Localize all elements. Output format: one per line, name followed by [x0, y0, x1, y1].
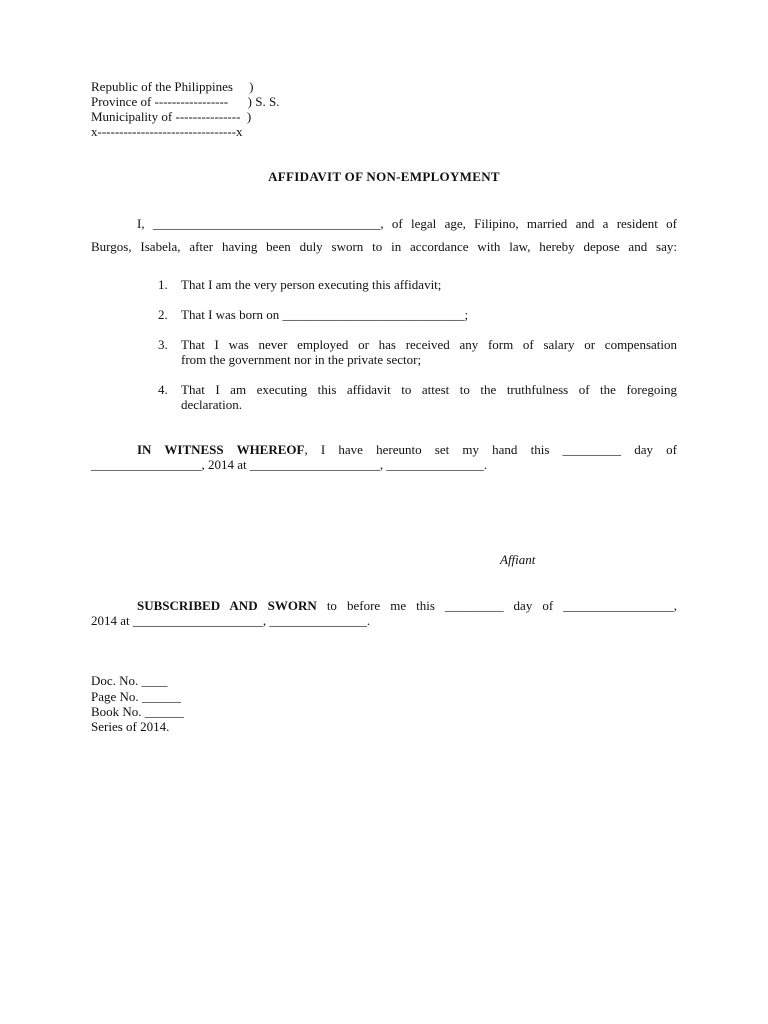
- witness-lead: IN WITNESS WHEREOF: [137, 442, 305, 457]
- book-number: Book No. ______: [91, 704, 184, 719]
- item-4-line-2: declaration.: [181, 397, 242, 412]
- intro-paragraph: [91, 216, 677, 254]
- intro-line-1: I, ___________________________________, of legal age, Filipino, married and a resident of: [137, 216, 677, 231]
- subscribed-lead: SUBSCRIBED AND SWORN: [137, 598, 317, 613]
- item-2-line-1: That I was born on ____________________________;: [181, 307, 469, 322]
- item-number-3: 3.: [158, 337, 168, 352]
- caption-province: Province of ----------------- ) S. S.: [91, 94, 280, 109]
- witness-line-2: _________________, 2014 at ____________________, _______________.: [91, 457, 488, 472]
- item-number-1: 1.: [158, 277, 168, 292]
- witness-paragraph: [91, 442, 677, 472]
- intro-line-2: Burgos, Isabela, after having been duly sworn to in accordance with law, hereby depose and say:: [91, 239, 677, 254]
- caption-separator: x--------------------------------x: [91, 124, 243, 139]
- page-number: Page No. ______: [91, 689, 181, 704]
- caption-republic: Republic of the Philippines ): [91, 79, 254, 94]
- item-2: [181, 307, 677, 322]
- document-title: AFFIDAVIT OF NON-EMPLOYMENT: [268, 169, 500, 184]
- item-3: [181, 337, 677, 367]
- item-number-2: 2.: [158, 307, 168, 322]
- witness-line-1: [91, 442, 677, 457]
- witness-line-1-rest: , I have hereunto set my hand this _________ day of: [304, 442, 677, 457]
- item-number-4: 4.: [158, 382, 168, 397]
- item-4-line-1: That I am executing this affidavit to attest to the truthfulness of the foregoing: [181, 382, 677, 397]
- subscribed-line-1-rest: to before me this _________ day of _________________,: [316, 598, 678, 613]
- caption-municipality: Municipality of --------------- ): [91, 109, 252, 124]
- item-4: [181, 382, 677, 412]
- subscribed-line-1: [91, 598, 677, 613]
- subscribed-paragraph: [91, 598, 677, 628]
- doc-number: Doc. No. ____: [91, 673, 168, 688]
- series-year: Series of 2014.: [91, 719, 170, 734]
- subscribed-line-2: 2014 at ____________________, _______________.: [91, 613, 371, 628]
- item-1-line-1: That I am the very person executing this affidavit;: [181, 277, 442, 292]
- item-1: [181, 277, 677, 292]
- item-3-line-2: from the government nor in the private sector;: [181, 352, 422, 367]
- affiant-label: Affiant: [500, 552, 536, 567]
- item-3-line-1: That I was never employed or has received any form of salary or compensation: [181, 337, 677, 352]
